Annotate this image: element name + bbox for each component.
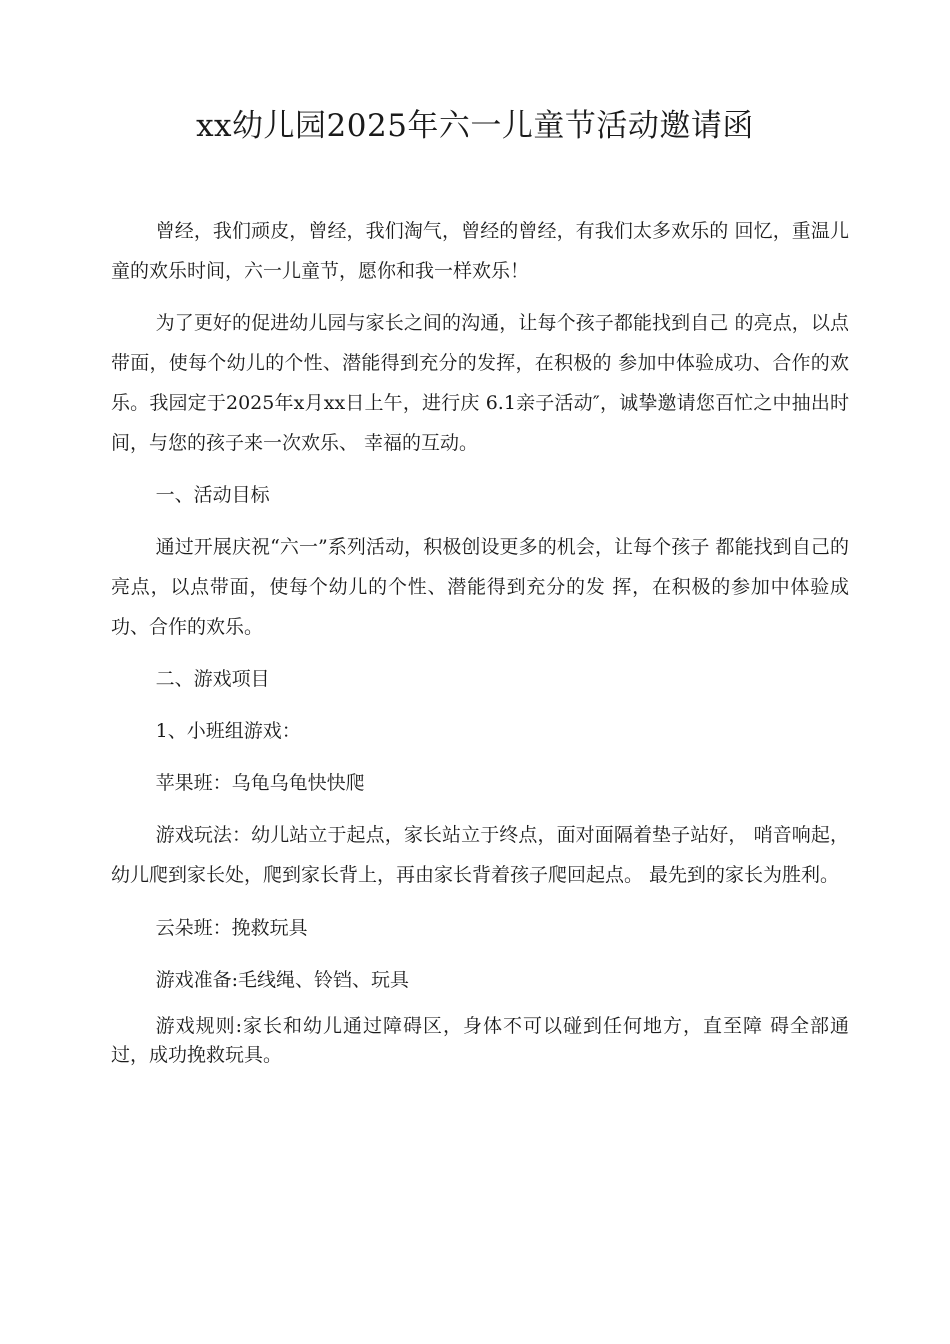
document-title: xx幼儿园2025年六一儿童节活动邀请函 — [196, 108, 754, 144]
paragraph-intro: 曾经，我们顽皮，曾经，我们淘气，曾经的曾经，有我们太多欢乐的 回忆，重温儿童的欢乐时间，六一儿童节，愿你和我一样欢乐！ — [111, 220, 849, 282]
heading-small-class-games: 1、小班组游戏： — [155, 720, 301, 742]
paragraph-cloud-class: 云朵班：挽救玩具 — [155, 917, 308, 939]
document-body — [111, 211, 849, 1070]
paragraph-cloud-class-prep: 游戏准备:毛线绳、铃铛、玩具 — [155, 969, 410, 991]
paragraph-apple-class: 苹果班：乌龟乌龟快快爬 — [155, 772, 365, 794]
paragraph-invitation: 为了更好的促进幼儿园与家长之间的沟通，让每个孩子都能找到自己 的亮点，以点带面，使每个幼儿的个性、潜能得到充分的发挥，在积极的 参加中体验成功、合作的欢乐。我园定于2025年x月xx日上午，进行庆 6.1亲子活动″，诚挚邀请您百忙之中抽出时间，与您的孩子来一次欢乐、 幸福的互动。 — [111, 312, 849, 454]
paragraph-apple-class-rules: 游戏玩法：幼儿站立于起点，家长站立于终点，面对面隔着垫子站好， 哨音响起，幼儿爬到家长处，爬到家长背上，再由家长背着孩子爬回起点。 最先到的家长为胜利。 — [111, 824, 849, 886]
heading-game-items: 二、游戏项目 — [155, 668, 270, 690]
paragraph-cloud-class-rules: 游戏规则:家长和幼儿通过障碍区，身体不可以碰到任何地方，直至障 碍全部通过，成功挽救玩具。 — [111, 1015, 849, 1066]
heading-activity-goals: 一、活动目标 — [155, 484, 270, 506]
paragraph-activity-goals: 通过开展庆祝“六一”系列活动，积极创设更多的机会，让每个孩子 都能找到自己的亮点，以点带面，使每个幼儿的个性、潜能得到充分的发 挥，在积极的参加中体验成功、合作的欢乐。 — [111, 536, 849, 638]
